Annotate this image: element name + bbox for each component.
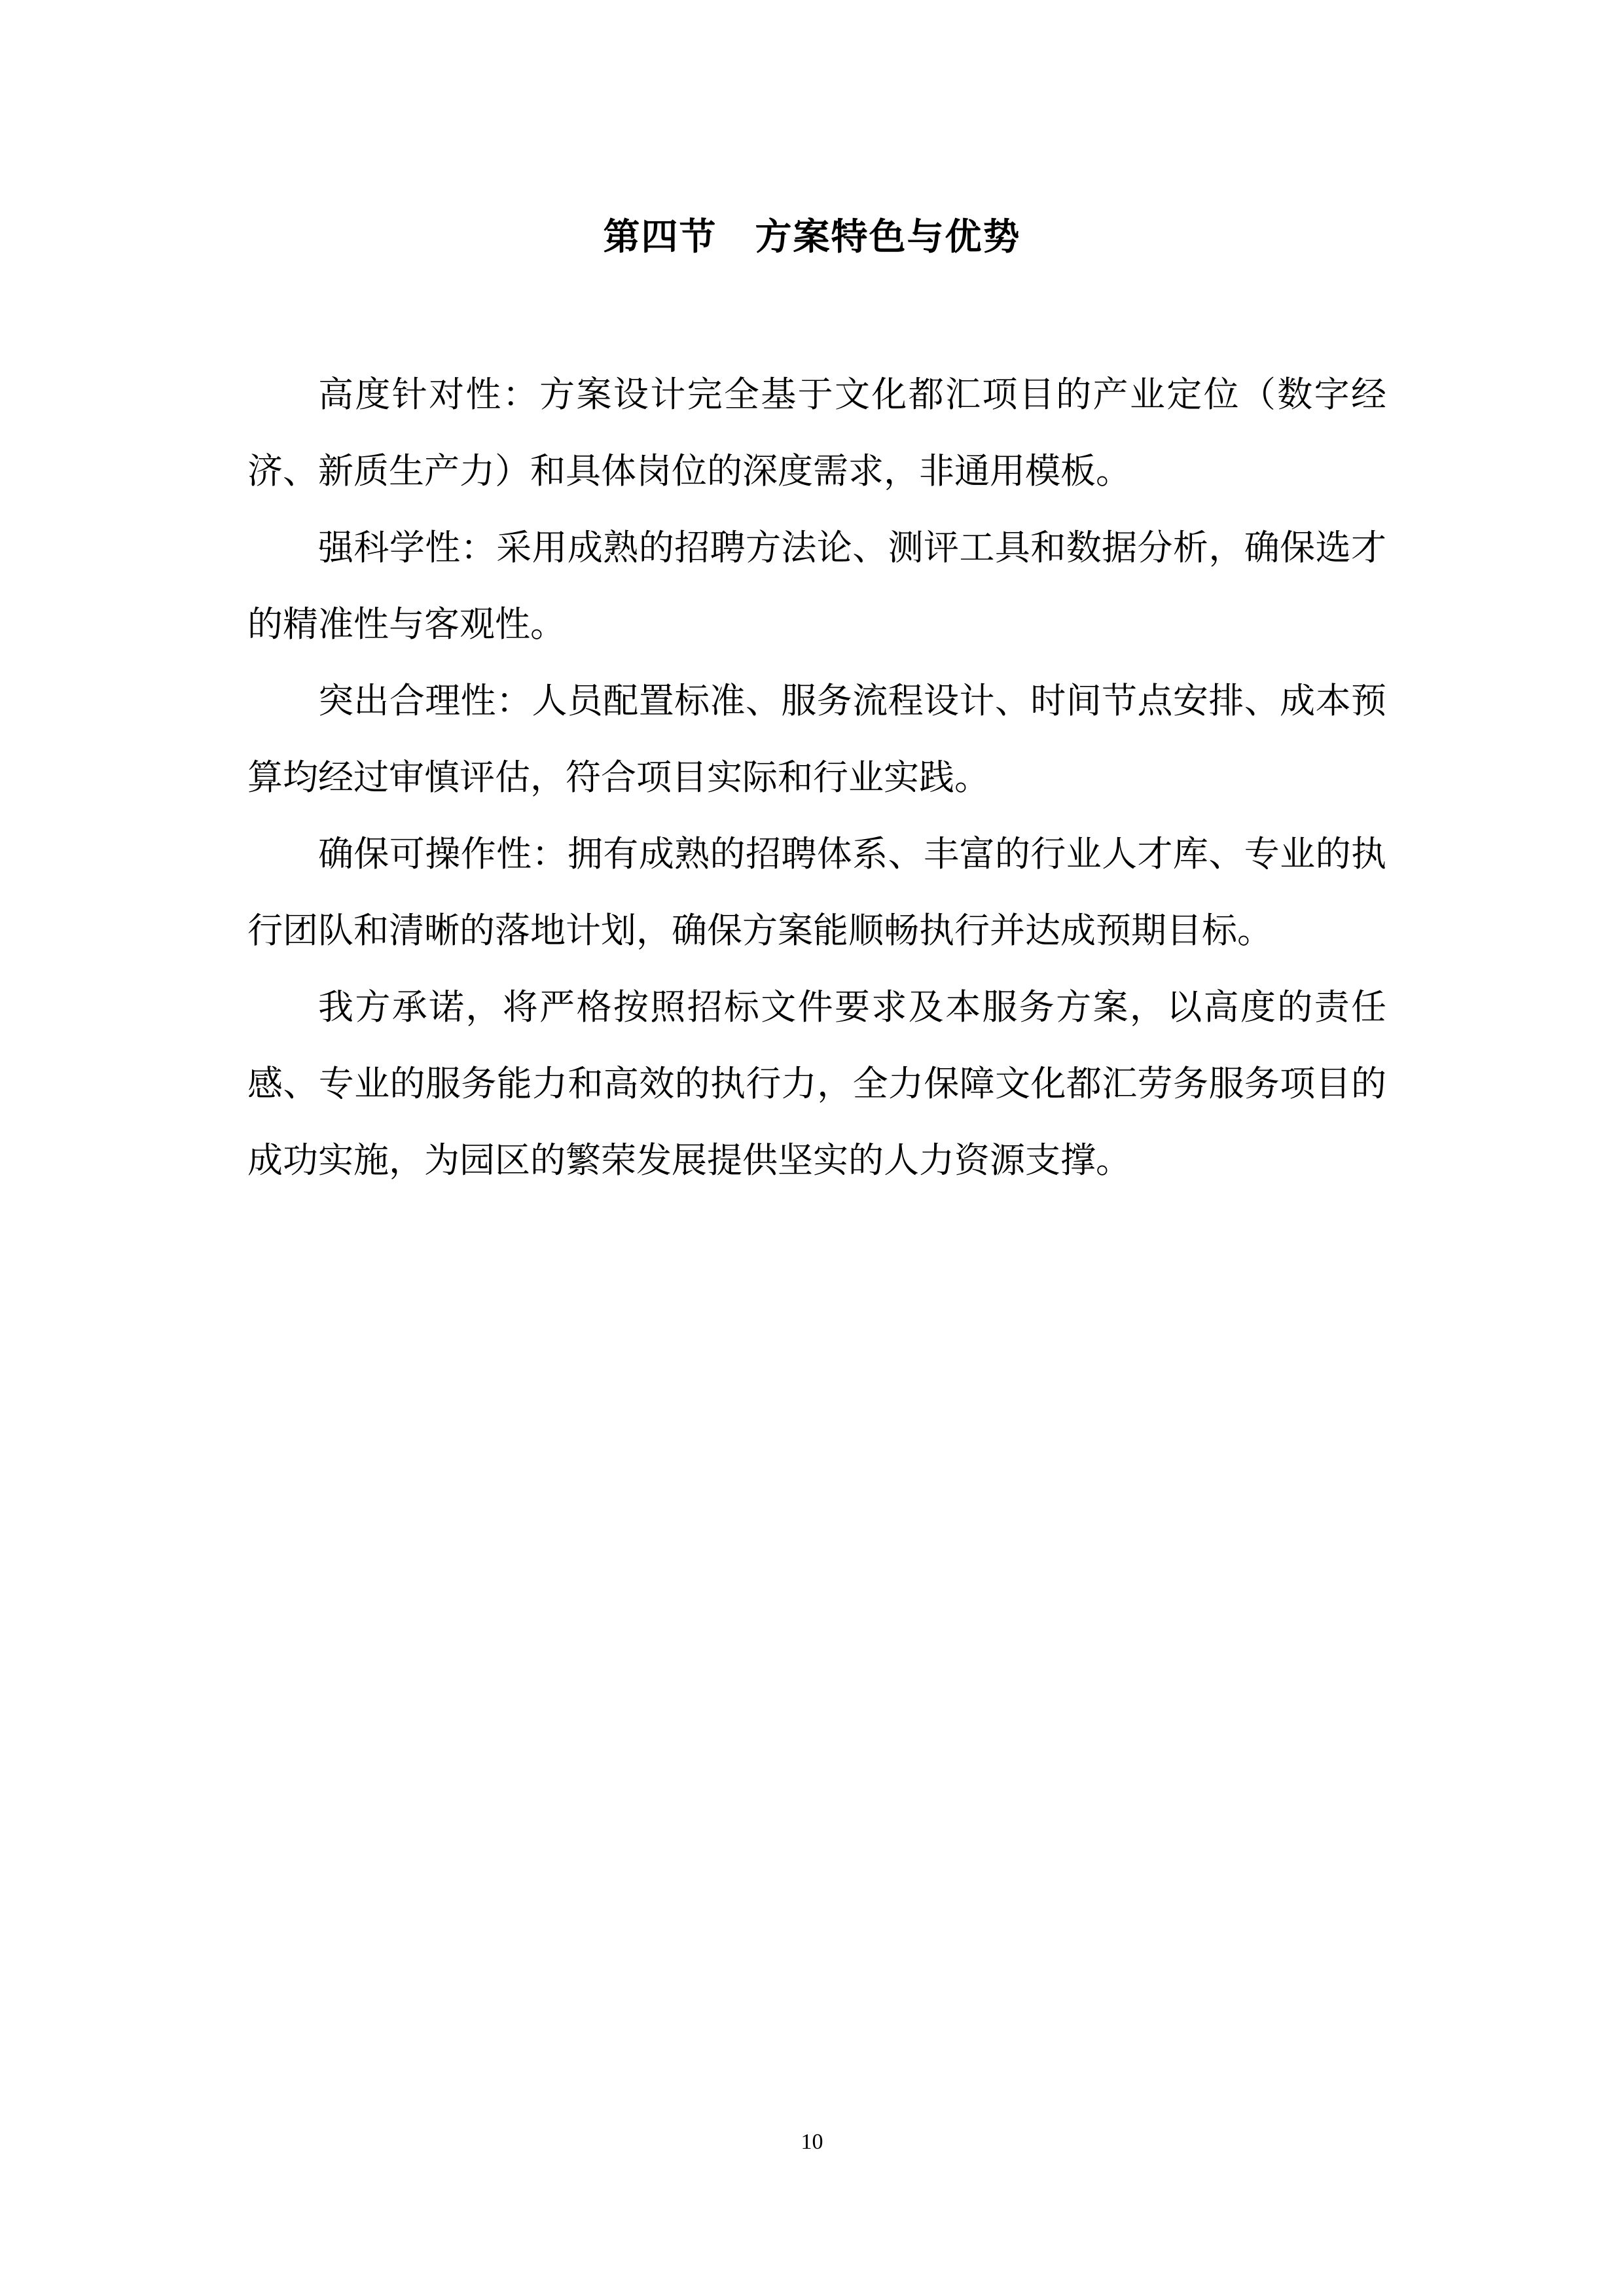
- paragraph-targeting: 高度针对性：方案设计完全基于文化都汇项目的产业定位（数字经济、新质生产力）和具体岗位的深度需求，非通用模板。: [247, 374, 1386, 492]
- paragraph-commitment: 我方承诺，将严格按照招标文件要求及本服务方案，以高度的责任感、专业的服务能力和高效的执行力，全力保障文化都汇劳务服务项目的成功实施，为园区的繁荣发展提供坚实的人力资源支撑。: [247, 986, 1386, 1181]
- section-title: 第四节 方案特色与优势: [603, 216, 1021, 259]
- paragraph-rationality: 突出合理性：人员配置标准、服务流程设计、时间节点安排、成本预算均经过审慎评估，符合项目实际和行业实践。: [247, 680, 1386, 798]
- paragraph-scientific: 强科学性：采用成熟的招聘方法论、测评工具和数据分析，确保选才的精准性与客观性。: [247, 527, 1386, 645]
- body-text: [247, 356, 1386, 1198]
- page-number: 10: [801, 2130, 823, 2154]
- paragraph-operability: 确保可操作性：拥有成熟的招聘体系、丰富的行业人才库、专业的执行团队和清晰的落地计划，确保方案能顺畅执行并达成预期目标。: [247, 833, 1386, 951]
